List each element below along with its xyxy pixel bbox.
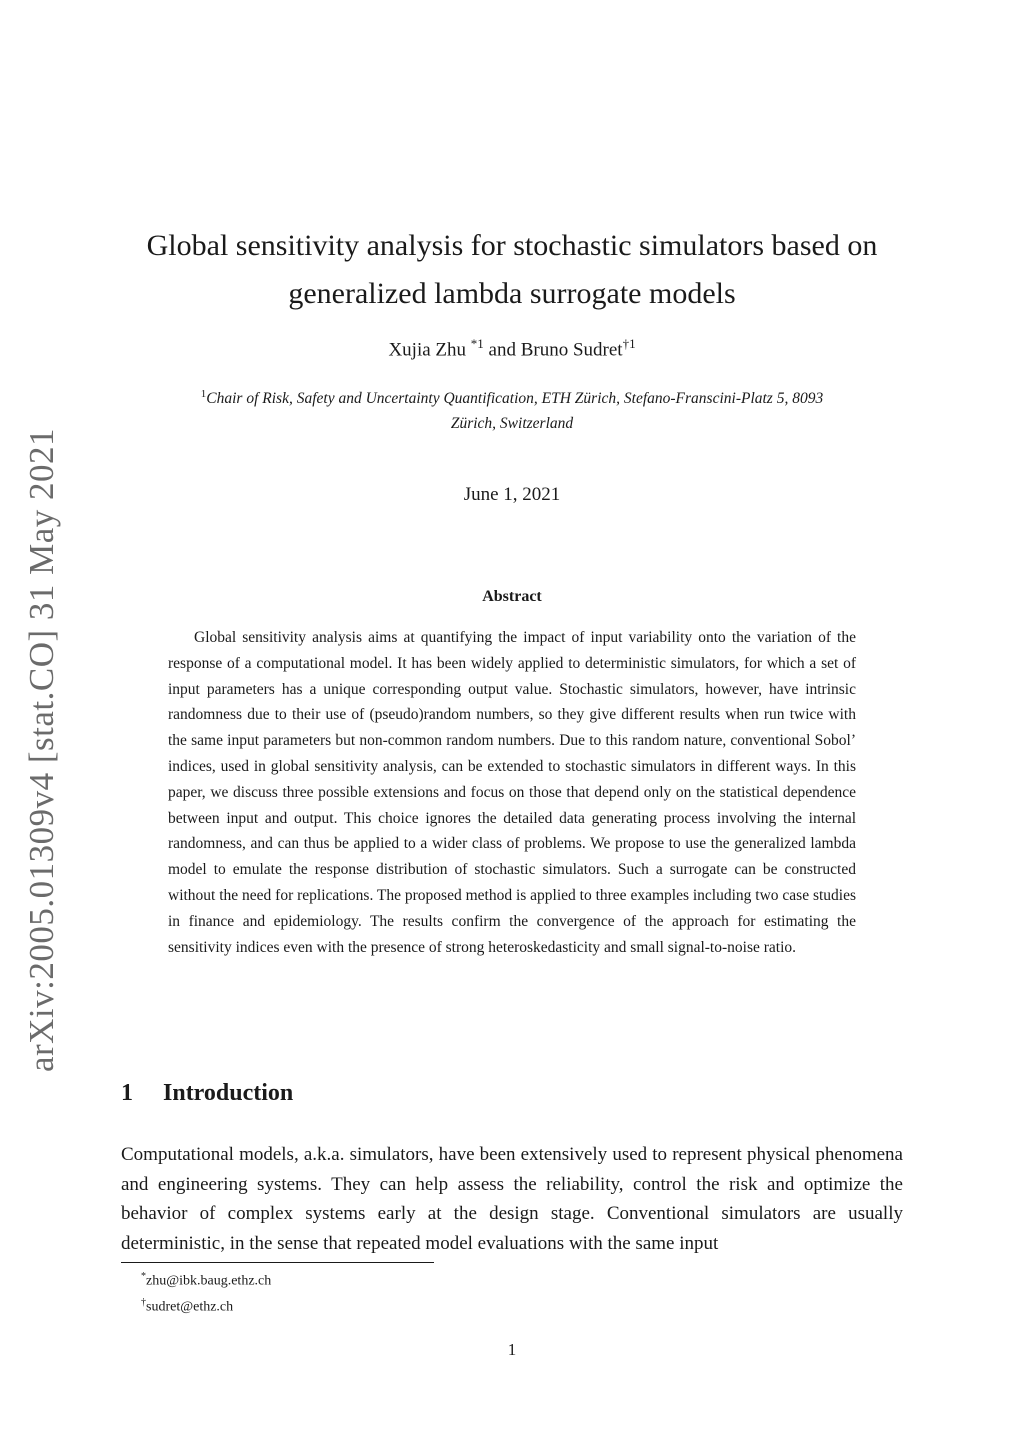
affiliation-text-1: Chair of Risk, Safety and Uncertainty Quantification, ETH Zürich, Stefano-Franscini-Platz 5, 8093 [206, 390, 824, 408]
author-1: Xujia Zhu [388, 339, 467, 361]
footnote-1 [121, 1266, 271, 1292]
footnote-2-mark: † [141, 1296, 146, 1308]
title-line-1: Global sensitivity analysis for stochastic simulators based on [146, 229, 878, 262]
author-connector: and [488, 339, 516, 361]
abstract-text: Global sensitivity analysis aims at quantifying the impact of input variability onto the variation of the response of a computational model. It has been widely applied to deterministic simulators, for which a set of input parameters has a unique corresponding output value. Stochastic simulators, however, have intrinsic randomness due to their use of (pseudo)random numbers, so they give different results when run twice with the same input parameters but non-common random numbers. Due to this random nature, conventional Sobol’ indices, used in global sensitivity analysis, can be extended to stochastic simulators in different ways. In this paper, we discuss three possible extensions and focus on those that depend only on the statistical dependence between input and output. This choice ignores the detailed data generating process involving the internal randomness, and can thus be applied to a wider class of problems. We propose to use the generalized lambda model to emulate the response distribution of stochastic simulators. Such a surrogate can be constructed without the need for replications. The proposed method is applied to three examples including two case studies in finance and epidemiology. The results confirm the convergence of the approach for estimating the sensitivity indices even with the presence of strong heteroskedasticity and small signal-to-noise ratio. [168, 629, 857, 956]
affiliation [120, 382, 904, 436]
footnote-2-email: sudret@ethz.ch [146, 1299, 234, 1315]
affiliation-line-1 [120, 382, 904, 411]
abstract-heading: Abstract [482, 588, 542, 605]
footnote-1-email: zhu@ibk.baug.ethz.ch [146, 1273, 272, 1289]
footnote-2 [121, 1292, 271, 1318]
author-list [120, 336, 904, 361]
footnotes [121, 1266, 271, 1317]
affiliation-line-2: Zürich, Switzerland [450, 415, 574, 433]
title-line-2: generalized lambda surrogate models [288, 277, 736, 310]
author-1-marks: *1 [470, 336, 484, 351]
publication-date: June 1, 2021 [463, 484, 561, 505]
section-title: Introduction [163, 1080, 294, 1106]
paper-title [120, 222, 904, 318]
author-2: Bruno Sudret [520, 339, 623, 361]
section-number: 1 [121, 1080, 133, 1106]
introduction-paragraph: Computational models, a.k.a. simulators, have been extensively used to represent physical phenomena and engineering systems. They can help assess the reliability, control the risk and optimize the behavior of complex systems early at the design stage. Conventional simulators are usually deterministic, in the sense that repeated model evaluations with the same input [121, 1144, 903, 1254]
footnote-1-mark: * [141, 1271, 146, 1282]
page-number: 1 [507, 1340, 517, 1359]
section-heading-introduction [121, 1080, 293, 1107]
arxiv-id: arXiv:2005.01309v4 [stat.CO] 31 May 2021 [22, 427, 61, 1073]
footnote-divider [121, 1262, 434, 1263]
affiliation-mark: 1 [200, 388, 207, 400]
author-2-marks: †1 [622, 336, 636, 351]
